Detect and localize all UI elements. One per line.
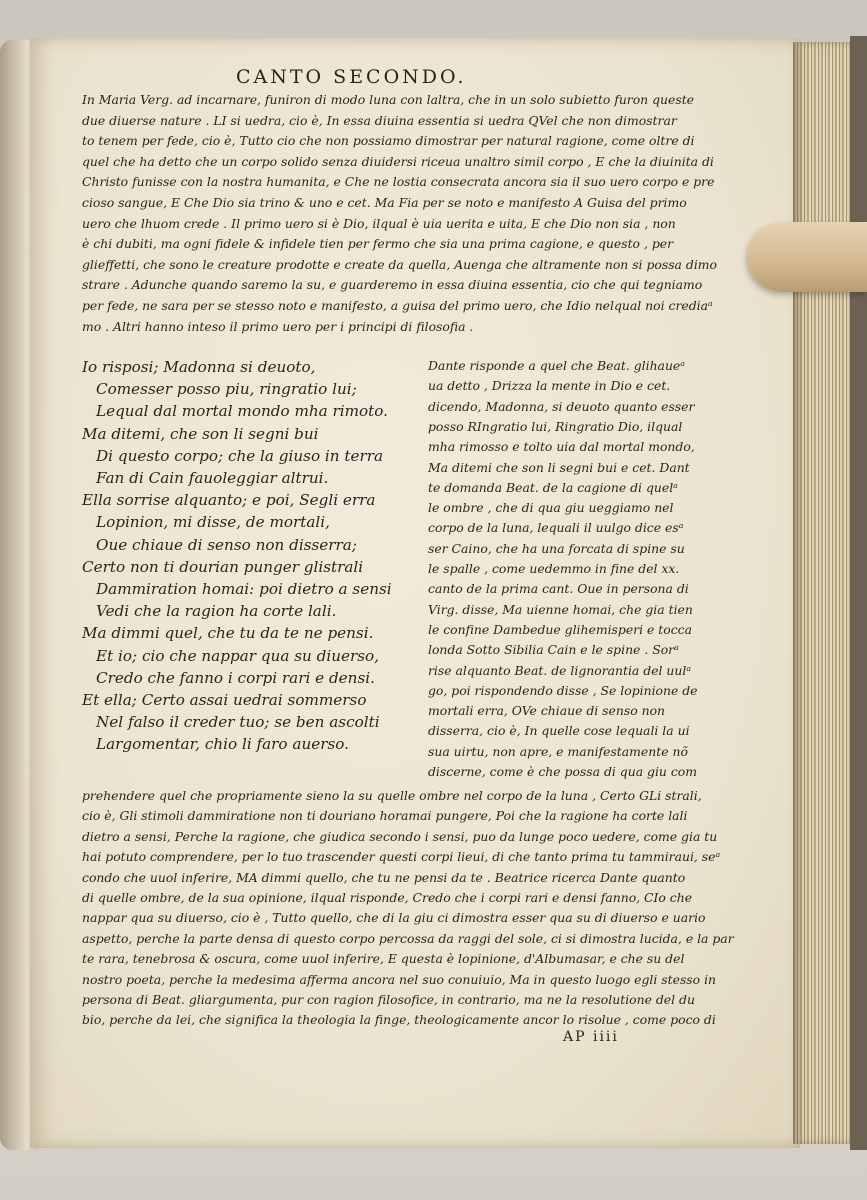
verse-line: Ma dimmi quel, che tu da te ne pensi. [82, 624, 374, 643]
book-fore-edge [793, 42, 853, 1144]
verse-line: Largomentar, chio li faro auerso. [96, 735, 349, 754]
commentary-line: aspetto, perche la parte densa di questo corpo percossa da raggi del sole, ci si dimostra lucida, e la par [82, 930, 734, 946]
verse-line: Et ella; Certo assai uedrai sommerso [82, 691, 367, 709]
verse-line: Et io; cio che nappar qua su diuerso, [96, 646, 379, 665]
commentary-line: rise alquanto Beat. de lignorantia del uulᵃ [428, 662, 692, 678]
commentary-line: canto de la prima cant. Oue in persona di [428, 581, 689, 597]
commentary-line: mo . Altri hanno inteso il primo uero per i principi di filosofia . [82, 318, 474, 334]
book-cover-edge [850, 36, 867, 1150]
commentary-line: prehendere quel che propriamente sieno la su quelle ombre nel corpo de la luna , Certo GLi strali, [82, 788, 702, 803]
commentary-line: le spalle , come uedemmo in fine del xx. [428, 561, 680, 576]
verse-line: Dammiration homai: poi dietro a sensi [96, 580, 392, 598]
commentary-line: è chi dubiti, ma ogni fidele & infidele tien per fermo che sia una prima cagione, e questo , per [82, 236, 674, 252]
verse-line: Lequal dal mortal mondo mha rimoto. [96, 402, 388, 421]
commentary-line: mortali erra, OVe chiaue di senso non [428, 703, 666, 719]
commentary-line: Christo funisse con la nostra humanita, e Che ne lostia consecrata ancora sia il suo uero corpo e pre [82, 174, 715, 190]
commentary-line: te rara, tenebrosa & oscura, come uuol inferire, E questa è lopinione, d'Albumasar, e che su del [82, 951, 685, 967]
commentary-line: londa Sotto Sibilia Cain e le spine . Sorᵃ [428, 642, 679, 658]
page-title: CANTO SECONDO. [236, 66, 467, 88]
commentary-line: dietro a sensi, Perche la ragione, che giudica secondo i sensi, puo da lunge poco uedere, come gia tu [82, 828, 718, 844]
commentary-line: condo che uuol inferire, MA dimmi quello, che tu ne pensi da te . Beatrice ricerca Dante quanto [82, 869, 686, 885]
verse-line: Ella sorrise alquanto; e poi, Segli erra [82, 491, 376, 510]
commentary-line: to tenem per fede, cio è, Tutto cio che non possiamo dimostrar per natural ragione, come oltre di [82, 133, 695, 149]
commentary-line: cio è, Gli stimoli dammiratione non ti douriano horamai pungere, Poi che la ragione ha corte lali [82, 808, 688, 824]
page-holder-clip [748, 222, 867, 292]
commentary-line: ua detto , Drizza la mente in Dio e cet. [428, 378, 671, 394]
commentary-line: uero che lhuom crede . Il primo uero si è Dio, ilqual è uia uerita e uita, E che Dio non sia , non [82, 215, 676, 231]
commentary-line: le ombre , che di qua giu ueggiamo nel [428, 500, 674, 516]
commentary-line: le confine Dambedue glihemisperi e tocca [428, 621, 692, 637]
commentary-line: bio, perche da lei, che significa la theologia la finge, theologicamente ancor lo risolue , come poco di [82, 1012, 716, 1028]
commentary-line: Ma ditemi che son li segni bui e cet. Dant [428, 459, 690, 475]
commentary-line: sua uirtu, non apre, e manifestamente nõ [428, 743, 688, 759]
commentary-line: due diuerse nature . LI si uedra, cio è, In essa diuina essentia si uedra QVel che non dimostrar [82, 112, 677, 128]
commentary-line: disserra, cio è, In quelle cose lequali la ui [428, 723, 690, 739]
commentary-line: te domanda Beat. de la cagione di quelᵃ [428, 479, 678, 495]
verse-line: Certo non ti dourian punger glistrali [82, 557, 364, 576]
commentary-line: posso RIngratio lui, Ringratio Dio, ilqual [428, 418, 683, 434]
verse-line: Di questo corpo; che la giuso in terra [96, 446, 384, 465]
commentary-line: persona di Beat. gliargumenta, pur con ragion filosofice, in contrario, ma ne la resolutione del du [82, 992, 695, 1007]
commentary-line: strare . Adunche quando saremo la su, e guarderemo in essa diuina essentia, cio che qui tegniamo [82, 277, 703, 293]
verse-line: Comesser posso piu, ringratio lui; [96, 380, 357, 399]
commentary-line: corpo de la luna, lequali il uulgo dice esᵃ [428, 520, 684, 536]
commentary-line: In Maria Verg. ad incarnare, funiron di modo luna con laltra, che in un solo subietto furon queste [82, 92, 695, 107]
verse-line: Io risposi; Madonna si deuoto, [82, 358, 316, 376]
verse-line: Lopinion, mi disse, de mortali, [96, 513, 330, 532]
verse-line: Nel falso il creder tuo; se ben ascolti [96, 713, 380, 732]
commentary-line: nostro poeta, perche la medesima afferma ancora nel suo conuiuio, Ma in questo luogo egli stesso in [82, 971, 717, 987]
signature-mark: AP iiii [563, 1029, 619, 1045]
commentary-line: quel che ha detto che un corpo solido senza diuidersi riceua unaltro simil corpo , E che la diuinita di [82, 153, 714, 169]
commentary-line: per fede, ne sara per se stesso noto e manifesto, a guisa del primo uero, che Idio nelqual noi crediaᵃ [82, 298, 713, 313]
commentary-line: cioso sangue, E Che Dio sia trino & uno e cet. Ma Fia per se noto e manifesto A Guisa del primo [82, 195, 687, 210]
commentary-line: dicendo, Madonna, si deuoto quanto esser [428, 398, 695, 414]
verse-line: Oue chiaue di senso non disserra; [96, 535, 357, 554]
commentary-line: ser Caino, che ha una forcata di spine su [428, 540, 685, 556]
verse-line: Credo che fanno i corpi rari e densi. [96, 668, 375, 687]
verse-line: Fan di Cain fauoleggiar altrui. [96, 469, 329, 487]
commentary-line: discerne, come è che possa di qua giu com [428, 764, 697, 779]
commentary-line: hai potuto comprendere, per lo tuo trascender questi corpi lieui, di che tanto prima tu tammiraui, seᵃ [82, 849, 721, 865]
commentary-line: Dante risponde a quel che Beat. glihaueᵃ [428, 358, 685, 373]
commentary-line: nappar qua su diuerso, cio è , Tutto quello, che di la giu ci dimostra esser qua su di diuerso e uario [82, 910, 706, 926]
commentary-line: Virg. disse, Ma uienne homai, che gia tien [428, 601, 693, 617]
commentary-line: di quelle ombre, de la sua opinione, ilqual risponde, Credo che i corpi rari e densi fanno, CIo che [82, 890, 693, 905]
verse-line: Vedi che la ragion ha corte lali. [96, 602, 337, 621]
commentary-line: mha rimosso e tolto uia dal mortal mondo, [428, 439, 695, 455]
commentary-line: glieffetti, che sono le creature prodotte e create da quella, Auenga che altramente non si possa dimo [82, 256, 717, 272]
commentary-line: go, poi rispondendo disse , Se lopinione de [428, 682, 698, 698]
verse-line: Ma ditemi, che son li segni bui [82, 424, 319, 443]
